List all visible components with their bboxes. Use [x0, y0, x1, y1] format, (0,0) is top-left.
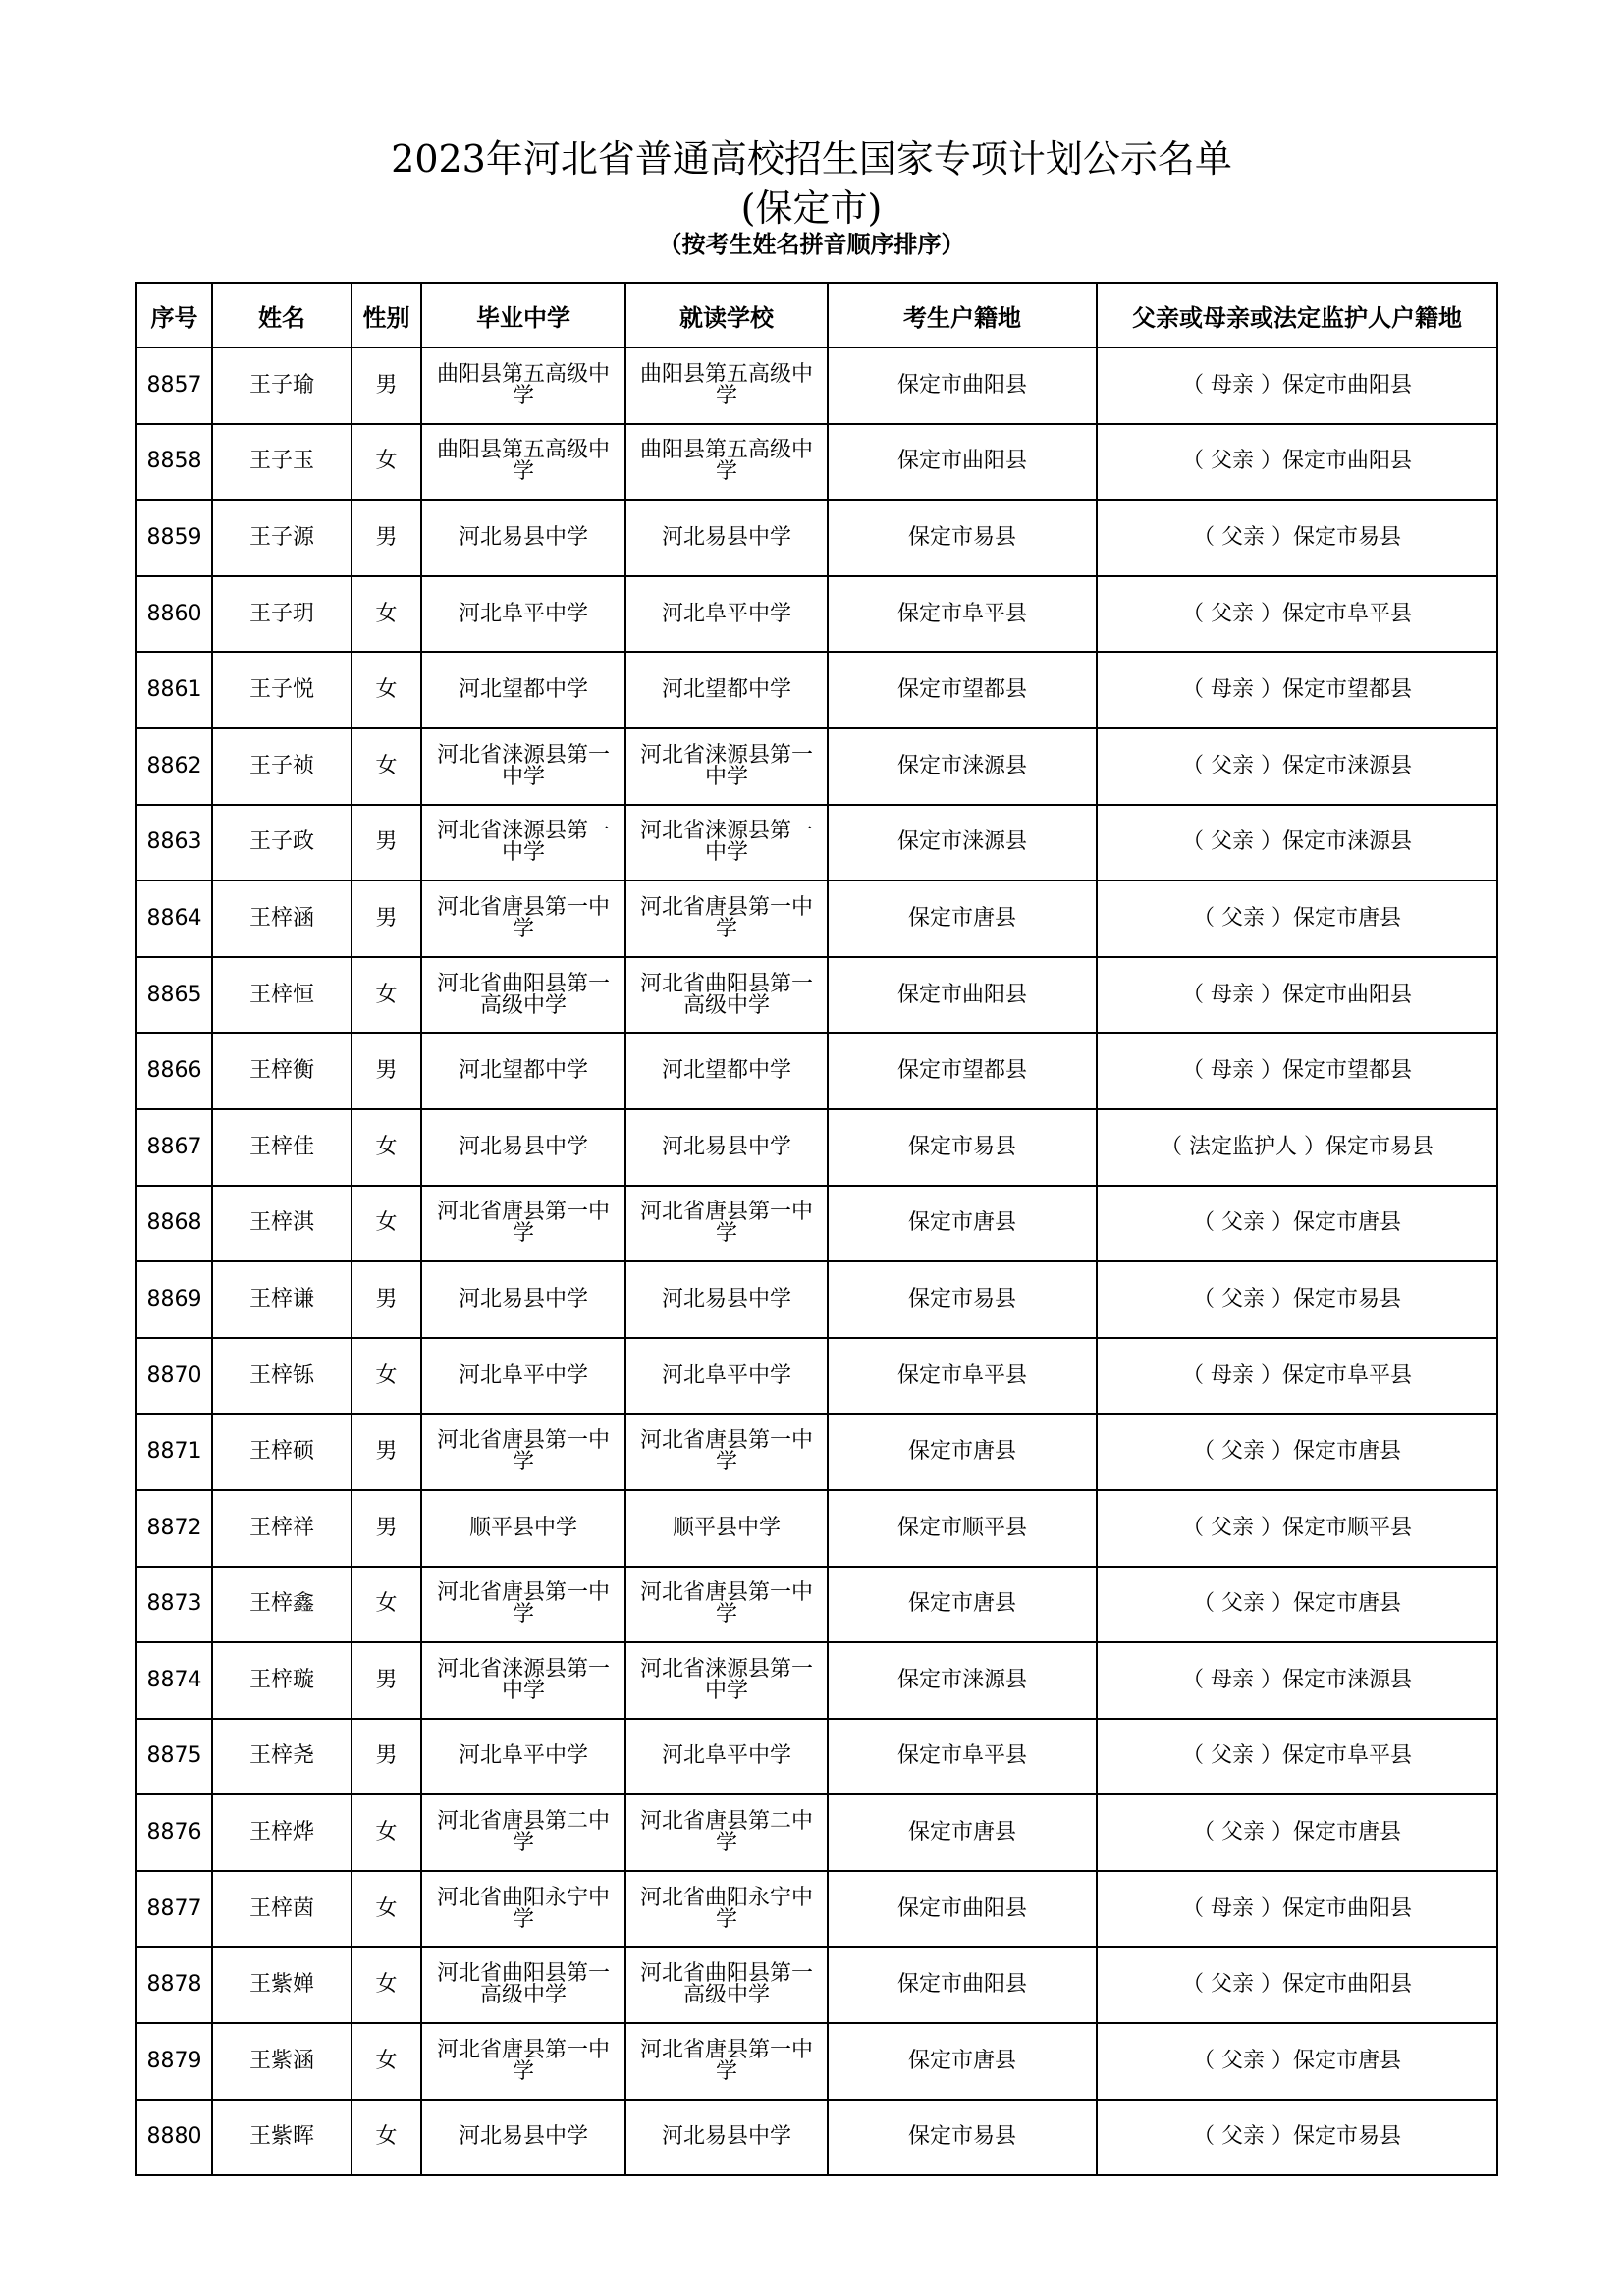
cell-guardian-domicile: （ 母亲 ）保定市曲阳县	[1097, 1871, 1497, 1948]
cell-grad-school	[421, 652, 625, 728]
cell-name: 王梓铄	[212, 1338, 352, 1415]
cell-grad-school-text: 曲阳县第五高级中学	[436, 361, 610, 408]
cell-grad-school	[421, 1567, 625, 1643]
cell-guardian-domicile: （ 父亲 ）保定市涞源县	[1097, 728, 1497, 805]
cell-gender: 男	[352, 1642, 421, 1719]
cell-grad-school	[421, 728, 625, 805]
cell-study-school-text: 河北省唐县第一中学	[639, 1580, 813, 1628]
cell-gender: 女	[352, 424, 421, 501]
table-row	[136, 881, 1497, 957]
cell-grad-school-text: 河北阜平中学	[458, 1362, 588, 1388]
cell-name: 王梓淇	[212, 1186, 352, 1262]
cell-grad-school-text: 河北省唐县第一中学	[436, 894, 610, 941]
cell-name: 王梓衡	[212, 1033, 352, 1109]
cell-study-school	[625, 1871, 828, 1948]
cell-guardian-domicile: （ 母亲 ）保定市涞源县	[1097, 1642, 1497, 1719]
cell-guardian-domicile: （ 父亲 ）保定市易县	[1097, 500, 1497, 576]
cell-grad-school-text: 河北省涞源县第一中学	[436, 742, 610, 789]
table-row	[136, 805, 1497, 881]
cell-seq: 8871	[136, 1414, 212, 1490]
cell-name: 王紫涵	[212, 2023, 352, 2100]
cell-grad-school	[421, 347, 625, 424]
cell-name: 王梓尧	[212, 1719, 352, 1795]
table-row	[136, 728, 1497, 805]
cell-study-school-text: 河北省曲阳县第一高级中学	[639, 1961, 813, 2008]
cell-name: 王梓佳	[212, 1109, 352, 1186]
cell-seq: 8877	[136, 1871, 212, 1948]
cell-grad-school	[421, 1490, 625, 1567]
cell-grad-school-text: 河北望都中学	[458, 677, 588, 703]
cell-grad-school	[421, 576, 625, 653]
table-row	[136, 1490, 1497, 1567]
cell-seq: 8866	[136, 1033, 212, 1109]
cell-grad-school	[421, 1109, 625, 1186]
cell-domicile: 保定市唐县	[828, 1794, 1097, 1871]
cell-gender: 女	[352, 2100, 421, 2176]
cell-gender: 女	[352, 652, 421, 728]
cell-grad-school-text: 河北易县中学	[458, 2124, 588, 2150]
cell-study-school-text: 河北阜平中学	[661, 601, 791, 626]
cell-guardian-domicile: （ 父亲 ）保定市唐县	[1097, 1186, 1497, 1262]
column-header-guardian-domicile: 父亲或母亲或法定监护人户籍地	[1097, 283, 1497, 347]
cell-study-school-text: 河北阜平中学	[661, 1743, 791, 1769]
cell-name: 王子玉	[212, 424, 352, 501]
column-header-name: 姓名	[212, 283, 352, 347]
cell-study-school	[625, 805, 828, 881]
cell-study-school-text: 河北易县中学	[661, 524, 791, 550]
cell-study-school	[625, 424, 828, 501]
cell-grad-school	[421, 2100, 625, 2176]
column-header-seq: 序号	[136, 283, 212, 347]
cell-domicile: 保定市阜平县	[828, 1338, 1097, 1415]
cell-grad-school-text: 河北省唐县第一中学	[436, 2037, 610, 2084]
column-header-study-school: 就读学校	[625, 283, 828, 347]
cell-seq: 8858	[136, 424, 212, 501]
cell-study-school-text: 河北望都中学	[661, 677, 791, 703]
cell-domicile: 保定市唐县	[828, 1414, 1097, 1490]
table-row	[136, 1186, 1497, 1262]
cell-study-school-text: 河北易县中学	[661, 1134, 791, 1159]
cell-grad-school-text: 河北省唐县第一中学	[436, 1428, 610, 1475]
cell-study-school	[625, 2023, 828, 2100]
table-row	[136, 1794, 1497, 1871]
cell-study-school	[625, 1033, 828, 1109]
cell-guardian-domicile: （ 母亲 ）保定市望都县	[1097, 1033, 1497, 1109]
cell-gender: 男	[352, 1414, 421, 1490]
cell-gender: 女	[352, 1338, 421, 1415]
cell-study-school-text: 河北省唐县第一中学	[639, 2037, 813, 2084]
cell-guardian-domicile: （ 母亲 ）保定市望都县	[1097, 652, 1497, 728]
cell-gender: 女	[352, 1947, 421, 2023]
cell-study-school-text: 河北省涞源县第一中学	[639, 742, 813, 789]
cell-study-school	[625, 881, 828, 957]
cell-domicile: 保定市易县	[828, 2100, 1097, 2176]
cell-name: 王紫婵	[212, 1947, 352, 2023]
cell-name: 王子悦	[212, 652, 352, 728]
cell-study-school	[625, 1567, 828, 1643]
cell-seq: 8862	[136, 728, 212, 805]
cell-grad-school	[421, 881, 625, 957]
cell-domicile: 保定市涞源县	[828, 805, 1097, 881]
cell-name: 王梓涵	[212, 881, 352, 957]
cell-study-school-text: 顺平县中学	[672, 1515, 781, 1540]
cell-gender: 女	[352, 1567, 421, 1643]
table-row	[136, 957, 1497, 1034]
cell-gender: 男	[352, 805, 421, 881]
cell-domicile: 保定市涞源县	[828, 1642, 1097, 1719]
cell-domicile: 保定市曲阳县	[828, 347, 1097, 424]
cell-name: 王子政	[212, 805, 352, 881]
cell-seq: 8859	[136, 500, 212, 576]
cell-grad-school	[421, 1186, 625, 1262]
cell-seq: 8864	[136, 881, 212, 957]
cell-grad-school-text: 河北易县中学	[458, 1134, 588, 1159]
cell-study-school-text: 河北省唐县第一中学	[639, 1428, 813, 1475]
table-row	[136, 1719, 1497, 1795]
table-row	[136, 2100, 1497, 2176]
cell-guardian-domicile: （ 父亲 ）保定市涞源县	[1097, 805, 1497, 881]
table-row	[136, 347, 1497, 424]
cell-seq: 8867	[136, 1109, 212, 1186]
cell-domicile: 保定市曲阳县	[828, 957, 1097, 1034]
cell-guardian-domicile: （ 父亲 ）保定市唐县	[1097, 1567, 1497, 1643]
cell-grad-school	[421, 1642, 625, 1719]
cell-gender: 男	[352, 500, 421, 576]
cell-name: 王子祯	[212, 728, 352, 805]
cell-grad-school	[421, 1794, 625, 1871]
cell-seq: 8873	[136, 1567, 212, 1643]
cell-study-school	[625, 1794, 828, 1871]
cell-gender: 女	[352, 1794, 421, 1871]
cell-grad-school-text: 河北省曲阳县第一高级中学	[436, 1961, 610, 2008]
cell-name: 王梓璇	[212, 1642, 352, 1719]
cell-grad-school-text: 河北阜平中学	[458, 601, 588, 626]
cell-domicile: 保定市唐县	[828, 881, 1097, 957]
cell-seq: 8874	[136, 1642, 212, 1719]
cell-seq: 8860	[136, 576, 212, 653]
cell-study-school	[625, 1186, 828, 1262]
cell-grad-school-text: 河北省曲阳县第一高级中学	[436, 971, 610, 1018]
cell-name: 王子瑜	[212, 347, 352, 424]
cell-grad-school	[421, 1414, 625, 1490]
cell-domicile: 保定市唐县	[828, 2023, 1097, 2100]
cell-grad-school-text: 顺平县中学	[468, 1515, 577, 1540]
cell-guardian-domicile: （ 母亲 ）保定市曲阳县	[1097, 347, 1497, 424]
cell-gender: 男	[352, 1490, 421, 1567]
table-body	[136, 347, 1497, 2175]
page-subtitle: (保定市)	[740, 187, 883, 230]
cell-study-school-text: 河北省唐县第一中学	[639, 1200, 813, 1247]
cell-guardian-domicile: （ 母亲 ）保定市阜平县	[1097, 1338, 1497, 1415]
cell-gender: 女	[352, 2023, 421, 2100]
cell-grad-school	[421, 1947, 625, 2023]
cell-study-school-text: 河北省唐县第二中学	[639, 1809, 813, 1856]
cell-grad-school-text: 河北易县中学	[458, 1286, 588, 1311]
cell-gender: 女	[352, 728, 421, 805]
cell-domicile: 保定市曲阳县	[828, 1871, 1097, 1948]
cell-gender: 女	[352, 576, 421, 653]
cell-domicile: 保定市易县	[828, 1109, 1097, 1186]
cell-guardian-domicile: （ 父亲 ）保定市顺平县	[1097, 1490, 1497, 1567]
cell-study-school	[625, 1490, 828, 1567]
table-row	[136, 1033, 1497, 1109]
cell-study-school-text: 河北阜平中学	[661, 1362, 791, 1388]
cell-grad-school	[421, 805, 625, 881]
table-row	[136, 2023, 1497, 2100]
column-header-domicile: 考生户籍地	[828, 283, 1097, 347]
cell-guardian-domicile: （ 父亲 ）保定市阜平县	[1097, 1719, 1497, 1795]
cell-study-school	[625, 576, 828, 653]
cell-grad-school-text: 河北省涞源县第一中学	[436, 819, 610, 866]
cell-study-school-text: 曲阳县第五高级中学	[639, 438, 813, 485]
table-row	[136, 1567, 1497, 1643]
cell-study-school	[625, 1947, 828, 2023]
page-title: 2023年河北省普通高校招生国家专项计划公示名单	[391, 137, 1232, 181]
cell-guardian-domicile: （ 父亲 ）保定市易县	[1097, 1261, 1497, 1338]
table-row	[136, 652, 1497, 728]
cell-study-school	[625, 347, 828, 424]
cell-seq: 8876	[136, 1794, 212, 1871]
cell-grad-school	[421, 1871, 625, 1948]
cell-grad-school-text: 河北省涞源县第一中学	[436, 1656, 610, 1703]
cell-domicile: 保定市望都县	[828, 652, 1097, 728]
cell-study-school	[625, 1414, 828, 1490]
cell-seq: 8865	[136, 957, 212, 1034]
table-row	[136, 1871, 1497, 1948]
cell-domicile: 保定市阜平县	[828, 576, 1097, 653]
cell-grad-school	[421, 1719, 625, 1795]
cell-study-school	[625, 500, 828, 576]
cell-name: 王梓鑫	[212, 1567, 352, 1643]
cell-grad-school-text: 河北省唐县第一中学	[436, 1580, 610, 1628]
cell-guardian-domicile: （ 母亲 ）保定市曲阳县	[1097, 957, 1497, 1034]
cell-name: 王紫晖	[212, 2100, 352, 2176]
cell-study-school-text: 河北省涞源县第一中学	[639, 1656, 813, 1703]
cell-study-school-text: 河北省曲阳县第一高级中学	[639, 971, 813, 1018]
cell-grad-school	[421, 2023, 625, 2100]
table-header-row	[136, 283, 1497, 347]
cell-guardian-domicile: （ 父亲 ）保定市唐县	[1097, 881, 1497, 957]
cell-gender: 男	[352, 1033, 421, 1109]
cell-grad-school-text: 河北省唐县第二中学	[436, 1809, 610, 1856]
cell-guardian-domicile: （ 父亲 ）保定市阜平县	[1097, 576, 1497, 653]
cell-name: 王子源	[212, 500, 352, 576]
cell-study-school	[625, 1338, 828, 1415]
column-header-grad-school: 毕业中学	[421, 283, 625, 347]
cell-grad-school	[421, 1033, 625, 1109]
cell-study-school	[625, 1642, 828, 1719]
cell-domicile: 保定市易县	[828, 1261, 1097, 1338]
cell-study-school-text: 河北省曲阳永宁中学	[639, 1885, 813, 1932]
cell-seq: 8870	[136, 1338, 212, 1415]
cell-study-school-text: 河北易县中学	[661, 2124, 791, 2150]
cell-seq: 8868	[136, 1186, 212, 1262]
table-row	[136, 500, 1497, 576]
cell-name: 王梓烨	[212, 1794, 352, 1871]
cell-grad-school-text: 河北阜平中学	[458, 1743, 588, 1769]
cell-name: 王梓硕	[212, 1414, 352, 1490]
cell-gender: 男	[352, 1719, 421, 1795]
cell-study-school-text: 河北望都中学	[661, 1058, 791, 1084]
cell-name: 王梓茵	[212, 1871, 352, 1948]
cell-guardian-domicile: （ 父亲 ）保定市易县	[1097, 2100, 1497, 2176]
cell-seq: 8869	[136, 1261, 212, 1338]
cell-guardian-domicile: （ 法定监护人 ）保定市易县	[1097, 1109, 1497, 1186]
cell-study-school-text: 河北易县中学	[661, 1286, 791, 1311]
cell-guardian-domicile: （ 父亲 ）保定市曲阳县	[1097, 424, 1497, 501]
table-row	[136, 1947, 1497, 2023]
cell-study-school	[625, 1109, 828, 1186]
cell-seq: 8875	[136, 1719, 212, 1795]
cell-grad-school	[421, 500, 625, 576]
cell-seq: 8863	[136, 805, 212, 881]
table-row	[136, 1109, 1497, 1186]
cell-gender: 男	[352, 1261, 421, 1338]
cell-study-school-text: 曲阳县第五高级中学	[639, 361, 813, 408]
table-row	[136, 424, 1497, 501]
cell-study-school	[625, 652, 828, 728]
cell-grad-school	[421, 424, 625, 501]
cell-seq: 8861	[136, 652, 212, 728]
cell-guardian-domicile: （ 父亲 ）保定市唐县	[1097, 2023, 1497, 2100]
cell-gender: 男	[352, 881, 421, 957]
cell-domicile: 保定市曲阳县	[828, 424, 1097, 501]
cell-grad-school-text: 河北望都中学	[458, 1058, 588, 1084]
cell-guardian-domicile: （ 父亲 ）保定市唐县	[1097, 1414, 1497, 1490]
table-row	[136, 1642, 1497, 1719]
cell-gender: 男	[352, 347, 421, 424]
cell-gender: 女	[352, 1186, 421, 1262]
cell-domicile: 保定市顺平县	[828, 1490, 1097, 1567]
cell-gender: 女	[352, 1871, 421, 1948]
cell-study-school	[625, 1719, 828, 1795]
cell-seq: 8880	[136, 2100, 212, 2176]
cell-grad-school-text: 河北易县中学	[458, 524, 588, 550]
cell-study-school	[625, 957, 828, 1034]
table-row	[136, 1414, 1497, 1490]
cell-domicile: 保定市望都县	[828, 1033, 1097, 1109]
cell-domicile: 保定市唐县	[828, 1186, 1097, 1262]
cell-grad-school-text: 河北省曲阳永宁中学	[436, 1885, 610, 1932]
cell-grad-school	[421, 1261, 625, 1338]
cell-grad-school	[421, 1338, 625, 1415]
cell-study-school-text: 河北省涞源县第一中学	[639, 819, 813, 866]
cell-seq: 8872	[136, 1490, 212, 1567]
cell-study-school-text: 河北省唐县第一中学	[639, 894, 813, 941]
column-header-gender: 性别	[352, 283, 421, 347]
cell-grad-school-text: 河北省唐县第一中学	[436, 1200, 610, 1247]
cell-name: 王梓谦	[212, 1261, 352, 1338]
cell-study-school	[625, 2100, 828, 2176]
cell-name: 王子玥	[212, 576, 352, 653]
cell-domicile: 保定市唐县	[828, 1567, 1097, 1643]
cell-domicile: 保定市曲阳县	[828, 1947, 1097, 2023]
cell-seq: 8879	[136, 2023, 212, 2100]
cell-grad-school-text: 曲阳县第五高级中学	[436, 438, 610, 485]
table-row	[136, 576, 1497, 653]
cell-domicile: 保定市阜平县	[828, 1719, 1097, 1795]
cell-grad-school	[421, 957, 625, 1034]
cell-study-school	[625, 1261, 828, 1338]
sort-note: （按考生姓名拼音顺序排序）	[658, 230, 965, 258]
cell-domicile: 保定市易县	[828, 500, 1097, 576]
cell-name: 王梓恒	[212, 957, 352, 1034]
cell-gender: 女	[352, 957, 421, 1034]
roster-table	[135, 282, 1498, 2176]
table-row	[136, 1261, 1497, 1338]
table-row	[136, 1338, 1497, 1415]
cell-gender: 女	[352, 1109, 421, 1186]
cell-guardian-domicile: （ 父亲 ）保定市曲阳县	[1097, 1947, 1497, 2023]
cell-study-school	[625, 728, 828, 805]
cell-seq: 8878	[136, 1947, 212, 2023]
cell-seq: 8857	[136, 347, 212, 424]
cell-domicile: 保定市涞源县	[828, 728, 1097, 805]
cell-name: 王梓祥	[212, 1490, 352, 1567]
cell-guardian-domicile: （ 父亲 ）保定市唐县	[1097, 1794, 1497, 1871]
